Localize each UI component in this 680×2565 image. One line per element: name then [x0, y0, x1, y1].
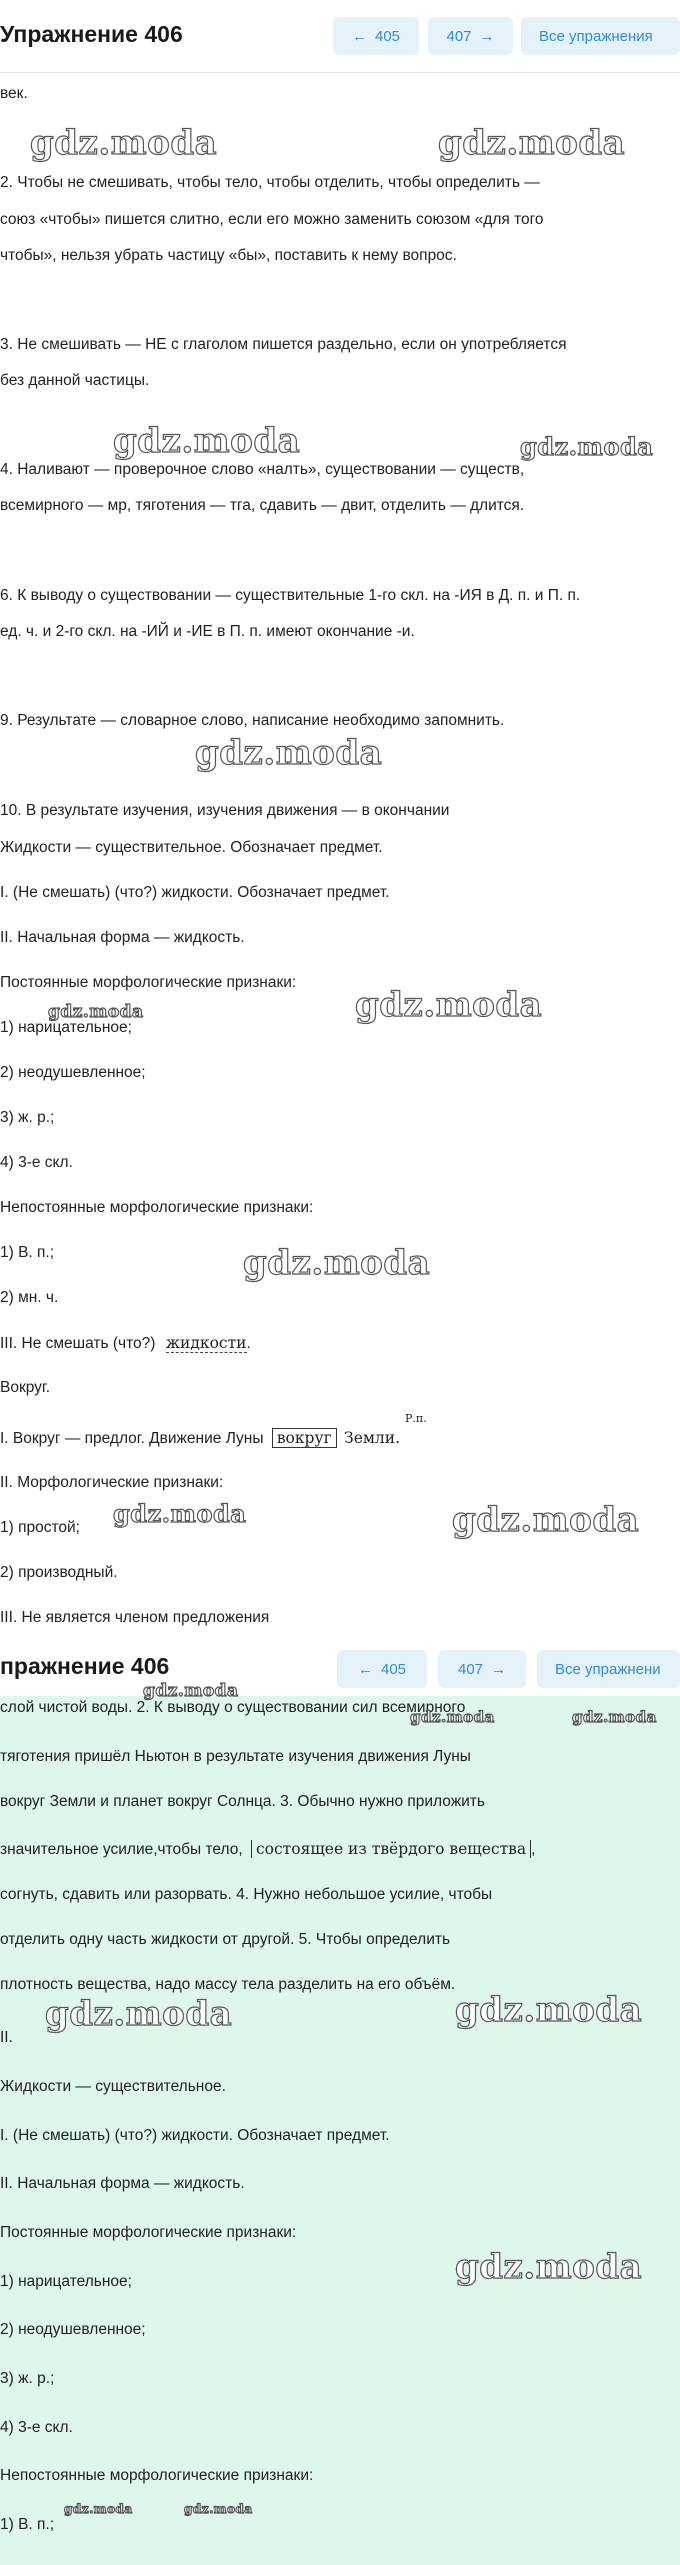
next-exercise-button[interactable] [428, 17, 513, 55]
text-line: I. Вокруг — предлог. Движение Луны вокруг Земли. [0, 1429, 401, 1447]
watermark: gdz.moda [410, 1708, 495, 1726]
case-annotation: Р.п. [405, 1412, 427, 1425]
text-line: 4) 3-е скл. [0, 2419, 73, 2436]
text-line: I. (Не смешать) (что?) жидкости. Обозначает предмет. [0, 2127, 390, 2144]
text-line: без данной частицы. [0, 372, 150, 389]
prev-exercise-button-2[interactable]: ← 405 [337, 1650, 427, 1688]
text-line: 1) В. п.; [0, 1244, 55, 1261]
text-line: II. Начальная форма — жидкость. [0, 929, 245, 946]
header-divider [0, 72, 680, 73]
text-line: значительное усилие,чтобы тело, состоящее из твёрдого вещества , [0, 1840, 536, 1858]
watermark: gdz.moda [45, 1994, 233, 2034]
text-line: отделить одну часть жидкости от другой. 5. Чтобы определить [0, 1931, 451, 1948]
watermark: gdz.moda [48, 1002, 144, 1022]
text-line: слой чистой воды. 2. К выводу о существовании сил всемирного [0, 1699, 466, 1716]
text-line: Жидкости — существительное. Обозначает предмет. [0, 839, 383, 856]
text-line: 3) ж. р.; [0, 1109, 55, 1126]
watermark: gdz.moda [455, 1990, 643, 2030]
text-line: Жидкости — существительное. [0, 2078, 226, 2095]
text-line: Непостоянные морфологические признаки: [0, 1199, 314, 1216]
watermark: gdz.moda [113, 1499, 247, 1528]
text-line: II. Начальная форма — жидкость. [0, 2175, 245, 2192]
text-line: 3. Не смешивать — НЕ с глаголом пишется раздельно, если он употребляется [0, 336, 567, 353]
watermark: gdz.moda [64, 2502, 133, 2516]
text-line: 2. Чтобы не смешивать, чтобы тело, чтобы отделить, чтобы определить — [0, 174, 540, 191]
text-line: век. [0, 85, 28, 102]
watermark: gdz.moda [113, 421, 301, 461]
text-line: всемирного — мр, тяготения — тга, сдавить — двит, отделить — длится. [0, 497, 525, 514]
participial-phrase: состоящее из твёрдого вещества [251, 1840, 531, 1858]
watermark: gdz.moda [572, 1708, 657, 1726]
text-line: союз «чтобы» пишется слитно, если его можно заменить союзом «для того [0, 211, 544, 228]
watermark: gdz.moda [30, 123, 218, 163]
all-exercises-button-2[interactable]: Все упражнени [537, 1650, 680, 1688]
text-line: 1) нарицательное; [0, 2273, 132, 2290]
watermark: gdz.moda [143, 1681, 239, 1701]
prev-exercise-label: 405 [374, 27, 401, 45]
text-line: 2) мн. ч. [0, 1289, 59, 1306]
arrow-left-icon: ← [351, 27, 367, 45]
arrow-right-icon: → [491, 1660, 507, 1678]
text-line: плотность вещества, надо массу тела разделить на его объём. [0, 1976, 456, 1993]
text-line: II. Морфологические признаки: [0, 1474, 224, 1491]
watermark: gdz.moda [243, 1243, 431, 1283]
text-line: чтобы», нельзя убрать частицу «бы», поставить к нему вопрос. [0, 247, 457, 264]
text-line: Непостоянные морфологические признаки: [0, 2467, 314, 2484]
arrow-right-icon: → [479, 27, 495, 45]
all-exercises-button[interactable]: Все упражнения [521, 17, 680, 55]
text-line: 4. Наливают — проверочное слово «налть», существовании — существ, [0, 461, 525, 478]
text-line: 2) производный. [0, 1564, 118, 1581]
arrow-left-icon: ← [357, 1660, 373, 1678]
text-line: тяготения пришёл Ньютон в результате изучения движения Луны [0, 1748, 471, 1765]
text-line: Постоянные морфологические признаки: [0, 974, 297, 991]
exercise-header [0, 0, 680, 72]
next-exercise-label: 407 [446, 27, 472, 45]
text-line: III. Не является членом предложения [0, 1609, 270, 1626]
text-line: согнуть, сдавить или разорвать. 4. Нужно небольшое усилие, чтобы [0, 1886, 493, 1903]
watermark: gdz.moda [438, 123, 626, 163]
text-line: Вокруг. [0, 1379, 51, 1396]
watermark: gdz.moda [355, 985, 543, 1025]
text-line: 6. К выводу о существовании — существительные 1-го скл. на -ИЯ в Д. п. и П. п. [0, 587, 581, 604]
text-line: 10. В результате изучения, изучения движения — в окончании [0, 802, 450, 819]
text-line: I. (Не смешать) (что?) жидкости. Обозначает предмет. [0, 884, 390, 901]
text-line: 3) ж. р.; [0, 2370, 55, 2387]
page-title-2: пражнение 406 [0, 1653, 170, 1679]
text-line: ед. ч. и 2-го скл. на -ИЙ и -ИЕ в П. п. имеют окончание -и. [0, 623, 415, 640]
text-line: 9. Результате — словарное слово, написание необходимо запомнить. [0, 712, 505, 729]
text-line: 2) неодушевленное; [0, 2321, 146, 2338]
exercise-header-2 [0, 1640, 680, 1696]
text-line: III. Не смешать (что?) жидкости. [0, 1334, 251, 1352]
text-line: 2) неодушевленное; [0, 1064, 146, 1081]
handwritten-word: жидкости [165, 1334, 247, 1352]
page-title: Упражнение 406 [0, 21, 183, 47]
text-line: вокруг Земли и планет вокруг Солнца. 3. Обычно нужно приложить [0, 1793, 485, 1810]
text-line: 1) простой; [0, 1519, 80, 1536]
watermark: gdz.moda [184, 2502, 253, 2516]
watermark: gdz.moda [195, 733, 383, 773]
prev-exercise-button[interactable] [333, 17, 419, 55]
text-line: II. [0, 2029, 13, 2046]
watermark: gdz.moda [455, 2247, 643, 2287]
text-line: Постоянные морфологические признаки: [0, 2224, 297, 2241]
boxed-preposition: вокруг [272, 1428, 337, 1448]
watermark: gdz.moda [520, 432, 654, 461]
text-line: 1) В. п.; [0, 2516, 55, 2533]
text-line: 1) нарицательное; [0, 1019, 132, 1036]
watermark: gdz.moda [452, 1500, 640, 1540]
next-exercise-button-2[interactable]: 407 → [438, 1650, 526, 1688]
text-line: 4) 3-е скл. [0, 1154, 73, 1171]
